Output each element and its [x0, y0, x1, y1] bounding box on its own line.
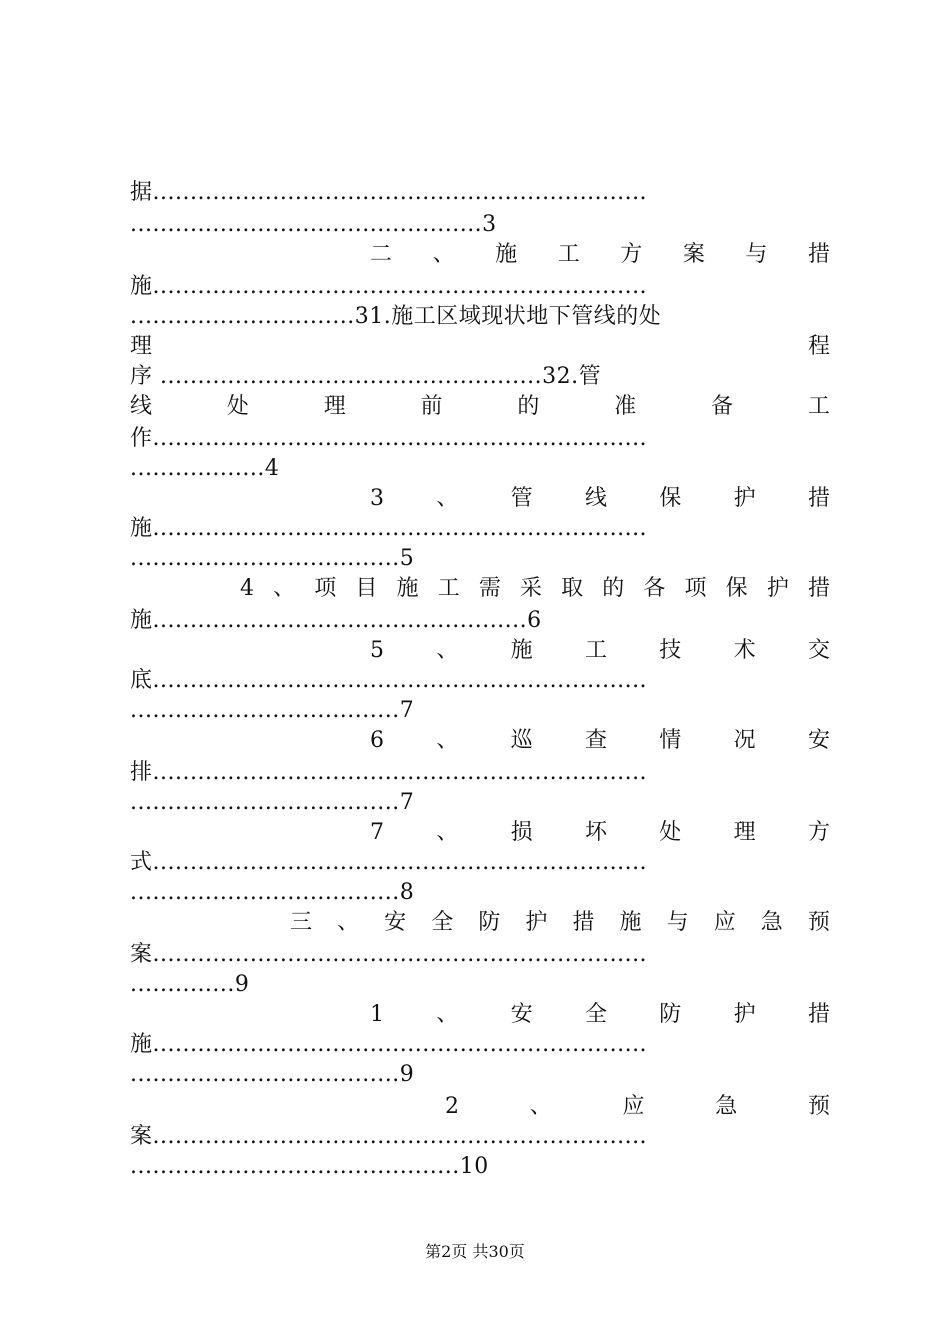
toc-line: ....................................8: [130, 880, 415, 905]
toc-entry: 4 、 项 目 施 工 需 采 取 的 各 项 保 护 措: [240, 576, 830, 601]
toc-line: ....................................9: [130, 1062, 415, 1087]
toc-entry: 5 、 施 工 技 术 交: [370, 638, 830, 663]
toc-heading: 二 、 施 工 方 案 与 措: [370, 242, 830, 267]
toc-line: 理 程: [130, 334, 830, 359]
toc-line: ...............................................3: [130, 212, 497, 237]
toc-line: 据..................................................................: [130, 180, 648, 205]
toc-line: 序 ...................................................32.管: [130, 364, 602, 389]
toc-line: 式..................................................................: [130, 850, 648, 875]
toc-line: ..............9: [130, 972, 250, 997]
page-number-footer: 第2页 共30页: [425, 1242, 525, 1261]
toc-line: 案..................................................................: [130, 1124, 648, 1149]
toc-line: ..................4: [130, 456, 280, 481]
toc-line: 底..................................................................: [130, 668, 648, 693]
toc-line: ....................................5: [130, 546, 415, 571]
toc-heading: 三 、 安 全 防 护 措 施 与 应 急 预: [290, 910, 830, 935]
toc-line: 施..................................................................: [130, 516, 648, 541]
toc-line: 排..................................................................: [130, 760, 648, 785]
toc-line: ............................................10: [130, 1154, 489, 1179]
toc-line: 施..................................................................: [130, 274, 648, 299]
toc-line: 作..................................................................: [130, 426, 648, 451]
toc-entry: 6 、 巡 查 情 况 安: [370, 728, 830, 753]
toc-entry: 3 、 管 线 保 护 措: [370, 486, 830, 511]
toc-line: ....................................7: [130, 790, 415, 815]
toc-line: 施..................................................................: [130, 1032, 648, 1057]
toc-line: 施..................................................6: [130, 608, 542, 633]
toc-line: ....................................7: [130, 698, 415, 723]
toc-entry: 2 、 应 急 预: [445, 1094, 830, 1119]
toc-line: ..............................31.施工区域现状地下管线的处: [130, 304, 662, 329]
toc-line: 线 处 理 前 的 准 备 工: [130, 394, 830, 419]
toc-entry: 1 、 安 全 防 护 措: [370, 1002, 830, 1027]
toc-entry: 7 、 损 坏 处 理 方: [370, 820, 830, 845]
toc-line: 案..................................................................: [130, 942, 648, 967]
